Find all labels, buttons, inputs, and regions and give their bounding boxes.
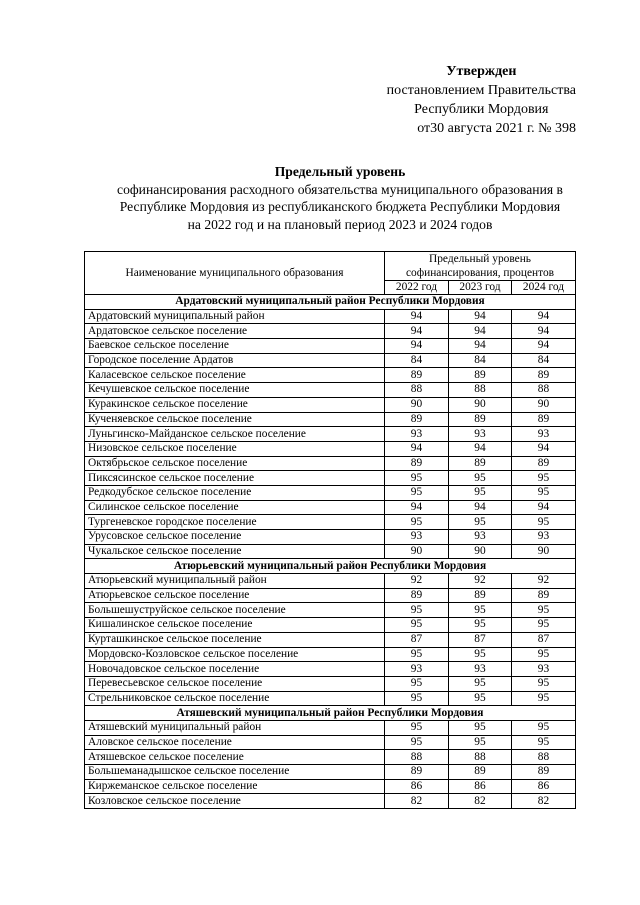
table-row: [85, 471, 576, 486]
value-2022: 89: [385, 456, 449, 471]
value-2024: 95: [512, 647, 576, 662]
value-2024: 89: [512, 765, 576, 780]
title-line-1: Предельный уровень: [274, 164, 406, 179]
value-2024: 95: [512, 618, 576, 633]
col-group-line-2: софинансирования, процентов: [405, 267, 555, 279]
municipality-name: Куракинское сельское поселение: [85, 397, 385, 412]
table-row: [85, 427, 576, 442]
value-2024: 89: [512, 588, 576, 603]
value-2022: 89: [385, 588, 449, 603]
municipality-name: Атюрьевское сельское поселение: [85, 588, 385, 603]
value-2024: 95: [512, 720, 576, 735]
approval-line-2: постановлением Правительства: [386, 83, 576, 98]
value-2024: 89: [512, 368, 576, 383]
table-row: [85, 412, 576, 427]
value-2023: 95: [449, 735, 512, 750]
value-2022: 90: [385, 544, 449, 559]
col-group-line-1: Предельный уровень: [429, 253, 531, 265]
value-2023: 94: [449, 441, 512, 456]
year-2023-header: 2023 год: [449, 281, 512, 295]
table-row: [85, 779, 576, 794]
municipality-name: Чукальское сельское поселение: [85, 544, 385, 559]
value-2023: 94: [449, 324, 512, 339]
table-row: [85, 397, 576, 412]
value-2024: 94: [512, 441, 576, 456]
value-2024: 94: [512, 339, 576, 354]
value-2024: 90: [512, 397, 576, 412]
value-2022: 95: [385, 647, 449, 662]
value-2023: 84: [449, 353, 512, 368]
value-2023: 88: [449, 750, 512, 765]
municipality-name: Ардатовское сельское поселение: [85, 324, 385, 339]
value-2022: 94: [385, 441, 449, 456]
table-row: [85, 324, 576, 339]
value-2023: 93: [449, 530, 512, 545]
value-2022: 89: [385, 368, 449, 383]
value-2024: 92: [512, 574, 576, 589]
value-2022: 93: [385, 662, 449, 677]
date-prefix: от: [417, 121, 431, 136]
approval-block: [387, 62, 576, 138]
section-row: [85, 706, 576, 721]
value-2022: 95: [385, 618, 449, 633]
table-row: [85, 750, 576, 765]
title-line-4: на 2022 год и на плановый период 2023 и 2024 годов: [187, 216, 493, 232]
value-2024: 84: [512, 353, 576, 368]
municipality-name: Атюрьевский муниципальный район: [85, 574, 385, 589]
table-row: [85, 500, 576, 515]
value-2024: 95: [512, 603, 576, 618]
municipality-name: Низовское сельское поселение: [85, 441, 385, 456]
municipality-name: Стрельниковское сельское поселение: [85, 691, 385, 706]
table-row: [85, 485, 576, 500]
table-row: [85, 383, 576, 398]
municipality-name: Кишалинское сельское поселение: [85, 618, 385, 633]
approval-date: 30 августа: [430, 121, 492, 136]
value-2024: 94: [512, 324, 576, 339]
value-2024: 95: [512, 515, 576, 530]
value-2024: 87: [512, 632, 576, 647]
value-2024: 93: [512, 530, 576, 545]
table-row: [85, 691, 576, 706]
section-row: [85, 559, 576, 574]
municipality-name: Октябрьское сельское поселение: [85, 456, 385, 471]
value-2022: 94: [385, 309, 449, 324]
municipality-name: Луньгинско-Майданское сельское поселение: [85, 427, 385, 442]
value-2024: 94: [512, 309, 576, 324]
value-2022: 95: [385, 720, 449, 735]
value-2024: 82: [512, 794, 576, 809]
municipality-name: Киржеманское сельское поселение: [85, 779, 385, 794]
value-2024: 93: [512, 427, 576, 442]
value-2023: 89: [449, 456, 512, 471]
value-2024: 95: [512, 735, 576, 750]
table-row: [85, 441, 576, 456]
value-2024: 95: [512, 471, 576, 486]
value-2023: 95: [449, 515, 512, 530]
value-2024: 95: [512, 485, 576, 500]
table-row: [85, 353, 576, 368]
municipality-name: Силинское сельское поселение: [85, 500, 385, 515]
municipality-name: Кечушевское сельское поселение: [85, 383, 385, 398]
table-row: [85, 309, 576, 324]
value-2023: 92: [449, 574, 512, 589]
section-title: Ардатовский муниципальный район Республики Мордовия: [85, 295, 576, 310]
value-2023: 95: [449, 471, 512, 486]
municipality-name: Курташкинское сельское поселение: [85, 632, 385, 647]
municipality-name: Мордовско-Козловское сельское поселение: [85, 647, 385, 662]
value-2022: 92: [385, 574, 449, 589]
municipality-name: Тургеневское городское поселение: [85, 515, 385, 530]
approval-date-line: [387, 119, 576, 138]
municipality-name: Каласевское сельское поселение: [85, 368, 385, 383]
value-2024: 95: [512, 676, 576, 691]
title-line-2: софинансирования расходного обязательства муниципального образования в: [117, 181, 563, 197]
col-name-header: Наименование муниципального образования: [85, 252, 385, 295]
value-2022: 95: [385, 485, 449, 500]
municipality-name: Пиксясинское сельское поселение: [85, 471, 385, 486]
value-2023: 95: [449, 618, 512, 633]
value-2024: 90: [512, 544, 576, 559]
approval-heading: Утвержден: [446, 64, 517, 79]
municipality-name: Урусовское сельское поселение: [85, 530, 385, 545]
section-title: Атюрьевский муниципальный район Республики Мордовия: [85, 559, 576, 574]
table-body: [85, 295, 576, 809]
value-2023: 89: [449, 368, 512, 383]
value-2024: 88: [512, 383, 576, 398]
value-2022: 94: [385, 339, 449, 354]
table-row: [85, 662, 576, 677]
value-2023: 90: [449, 397, 512, 412]
value-2024: 89: [512, 412, 576, 427]
table-row: [85, 794, 576, 809]
col-group-header: [385, 252, 576, 281]
value-2022: 95: [385, 676, 449, 691]
value-2023: 95: [449, 603, 512, 618]
value-2024: 95: [512, 691, 576, 706]
value-2024: 89: [512, 456, 576, 471]
table-row: [85, 530, 576, 545]
value-2022: 93: [385, 427, 449, 442]
value-2023: 87: [449, 632, 512, 647]
value-2023: 82: [449, 794, 512, 809]
value-2022: 94: [385, 324, 449, 339]
value-2024: 86: [512, 779, 576, 794]
table-row: [85, 456, 576, 471]
year-2024-header: 2024 год: [512, 281, 576, 295]
value-2023: 94: [449, 309, 512, 324]
value-2022: 90: [385, 397, 449, 412]
table-row: [85, 368, 576, 383]
approval-number: 398: [555, 121, 576, 136]
value-2022: 84: [385, 353, 449, 368]
table-row: [85, 515, 576, 530]
value-2023: 89: [449, 765, 512, 780]
value-2022: 89: [385, 765, 449, 780]
municipality-name: Козловское сельское поселение: [85, 794, 385, 809]
cofinancing-table: [84, 251, 576, 809]
value-2022: 94: [385, 500, 449, 515]
value-2022: 88: [385, 383, 449, 398]
value-2023: 95: [449, 676, 512, 691]
table-row: [85, 618, 576, 633]
title-line-3: Республике Мордовия из республиканского бюджета Республики Мордовия: [119, 199, 561, 214]
section-title: Атяшевский муниципальный район Республики Мордовия: [85, 706, 576, 721]
table-row: [85, 676, 576, 691]
value-2023: 94: [449, 500, 512, 515]
municipality-name: Ардатовский муниципальный район: [85, 309, 385, 324]
approval-line-3: Республики Мордовия: [414, 102, 549, 117]
municipality-name: Новочадовское сельское поселение: [85, 662, 385, 677]
value-2024: 94: [512, 500, 576, 515]
value-2023: 95: [449, 720, 512, 735]
value-2022: 95: [385, 515, 449, 530]
value-2022: 88: [385, 750, 449, 765]
value-2023: 90: [449, 544, 512, 559]
table-row: [85, 588, 576, 603]
value-2022: 89: [385, 412, 449, 427]
value-2023: 86: [449, 779, 512, 794]
value-2023: 95: [449, 691, 512, 706]
municipality-name: Аловское сельское поселение: [85, 735, 385, 750]
value-2024: 88: [512, 750, 576, 765]
table-row: [85, 735, 576, 750]
municipality-name: Редкодубское сельское поселение: [85, 485, 385, 500]
value-2024: 93: [512, 662, 576, 677]
year-2022-header: 2022 год: [385, 281, 449, 295]
value-2023: 93: [449, 662, 512, 677]
value-2022: 87: [385, 632, 449, 647]
municipality-name: Большеманадышское сельское поселение: [85, 765, 385, 780]
municipality-name: Перевесьевское сельское поселение: [85, 676, 385, 691]
table-row: [85, 720, 576, 735]
approval-year: 2021 г. №: [495, 121, 552, 136]
table-row: [85, 632, 576, 647]
value-2022: 95: [385, 603, 449, 618]
municipality-name: Атяшевское сельское поселение: [85, 750, 385, 765]
municipality-name: Атяшевский муниципальный район: [85, 720, 385, 735]
value-2022: 93: [385, 530, 449, 545]
value-2022: 95: [385, 471, 449, 486]
municipality-name: Баевское сельское поселение: [85, 339, 385, 354]
value-2023: 93: [449, 427, 512, 442]
table-row: [85, 544, 576, 559]
table-row: [85, 765, 576, 780]
table-row: [85, 339, 576, 354]
municipality-name: Городское поселение Ардатов: [85, 353, 385, 368]
value-2022: 82: [385, 794, 449, 809]
value-2023: 95: [449, 647, 512, 662]
value-2023: 88: [449, 383, 512, 398]
section-row: [85, 295, 576, 310]
table-row: [85, 647, 576, 662]
value-2022: 95: [385, 735, 449, 750]
municipality-name: Большешуструйское сельское поселение: [85, 603, 385, 618]
value-2023: 94: [449, 339, 512, 354]
value-2023: 95: [449, 485, 512, 500]
value-2022: 86: [385, 779, 449, 794]
table-row: [85, 603, 576, 618]
municipality-name: Кученяевское сельское поселение: [85, 412, 385, 427]
document-title: [80, 163, 600, 233]
value-2023: 89: [449, 588, 512, 603]
value-2023: 89: [449, 412, 512, 427]
table-row: [85, 574, 576, 589]
value-2022: 95: [385, 691, 449, 706]
